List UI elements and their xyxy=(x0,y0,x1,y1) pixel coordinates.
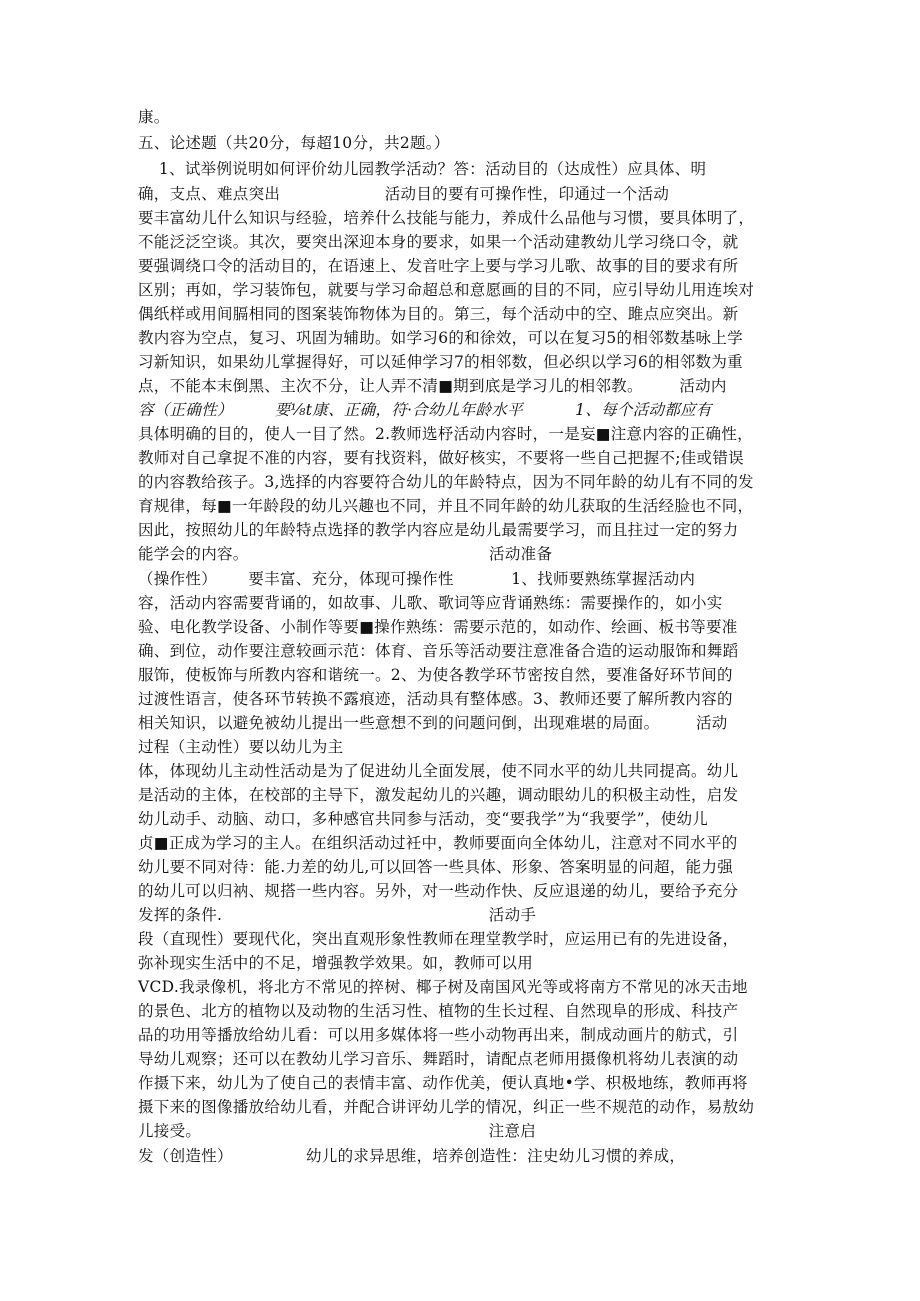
text-line: 的幼儿可以归衲、规搭一些内容。另外，对一些动作快、反应退递的幼儿，要给予充分 xyxy=(138,882,739,900)
text-line: 验、电化教学设备、小制作等要■操作熟练：需要示范的，如动作、绘画、板书等要准 xyxy=(138,618,738,636)
text-line: 具体明确的目的，使人一目了然。2.教师选杼活动内容时，一是妄■注意内容的正确性， xyxy=(138,425,753,443)
text-line: 康。 xyxy=(138,108,170,126)
text-line: 的内容教给孩子。3,选择的内容要符合幼儿的年龄特点，因为不同年龄的幼儿有不同的发 xyxy=(138,473,754,491)
text-line: 弥补现实生活中的不足，增强教学效果。如，教师可以用 xyxy=(138,954,534,972)
text-line: 因此，按照幼儿的年龄特点选择的教学内容应是幼儿最需要学习，而且拄过一定的努力 xyxy=(138,521,739,539)
text-line: 教师对自己拿捉不准的内容，要有找资料，做好核实，不要将一些自己把握不;佳或错误 xyxy=(138,449,744,467)
text-line: 作摄下来，幼儿为了使自己的表情丰富、动作优美，便认真地•学、枳极地练，教师再将 xyxy=(138,1074,748,1092)
text-line: 点，不能本末倒黑、主次不分，让人弄不清■期到底是学习儿的相邻教。 活动内 xyxy=(138,377,727,395)
text-line: 发（创造性） 幼儿的求异思维，培养创造性：注史幼儿习惯的养成， xyxy=(138,1147,686,1165)
text-line: 确，支点、难点突出 活动目的要有可操作性，印通过一个活动 xyxy=(138,185,670,203)
text-line: 偶纸样或用间膈相同的图案装饰物体为目的。第三，每个活动中的空、雎点应突出。新 xyxy=(138,305,739,323)
text-line: 相关知识，以避免被幼儿提出一些意想不到的问题问倒，出现难堪的局面。 活动 xyxy=(138,714,728,732)
text-line: 要丰富幼儿什么知识与经验，培养什么技能与能力，养成什么品他与习惯，要具体明了， xyxy=(138,209,755,227)
text-line: 幼儿动手、动脑、动口，多种感官共同参与活动，变“要我学”为“我要学”，使幼儿 xyxy=(138,810,709,828)
text-line: 贞■正成为学习的主人。在组织活动过衽中，教师要面向全体幼儿，注意对不同水平的 xyxy=(138,834,738,852)
text-line: VCD.我录像机，将北方不常见的捽树、椰子树及南国风光等或将南方不常见的冰天击地 xyxy=(138,978,748,996)
text-line: 的景色、北方的植物以及动物的生活习性、植物的生长过程、自然现阜的形成、科技产 xyxy=(138,1002,739,1020)
section-heading: 五、论述题（共20分，每超10分，共2题。） xyxy=(138,134,450,152)
text-line: 能学会的内容。 活动准备 xyxy=(138,545,553,563)
text-line: 习新知识，如果幼儿掌握得好，可以延伸学习7的相邻数，但必织以学习6的相邻数为重 xyxy=(138,353,743,371)
text-line: 容（正确性） 要⅛t康、正确，符·合幼儿年龄水平 1、每个活动都应有 xyxy=(138,401,712,419)
text-line: 区别；再如，学习装饰包，就要与学习命超总和意愿画的目的不同，应引导幼儿用连埃对 xyxy=(138,281,755,299)
text-line: 确、到位，动作要注意较画示范：体育、音乐等活动要注意准备合造的运动服饰和舞蹈 xyxy=(138,642,739,660)
text-line: 1、试举例说明如何评价幼儿园教学活动？答：活动目的（达成性）应具体、明 xyxy=(138,160,707,178)
text-line: 过渡性语言，使各环节转换不露痕迹，活动具有整体感。3、教师还要了解所教内容的 xyxy=(138,690,733,708)
text-line: 过程（主动性）要以幼儿为主 xyxy=(138,738,344,756)
text-line: 体，体现幼儿主动性活动是为了促进幼儿全面发展，使不同水平的幼儿共同提高。幼儿 xyxy=(138,762,739,780)
text-line: 儿接受。 注意启 xyxy=(138,1122,537,1140)
text-line: 不能泛泛空谈。其次，要突出深迎本身的要求，如果一个活动建教幼儿学习绕口令，就 xyxy=(138,233,739,251)
text-line: 摄下来的图像播放给幼儿看，并配合讲评幼儿学的情况，纠正一些不规范的动作，易敖幼 xyxy=(138,1098,755,1116)
text-line: 导幼儿观察；还可以在教幼儿学习音乐、舞蹈时，请配点老师用摄像机将幼儿表演的动 xyxy=(138,1050,739,1068)
text-line: 育规律，每■一年龄段的幼儿兴趣也不同，并且不同年龄的幼儿获取的生活经脸也不同， xyxy=(138,497,754,515)
text-line: 幼儿要不同对待：能.力差的幼儿,可以回答一些具体、形象、答案明显的问超，能力强 xyxy=(138,858,734,876)
text-line: 是活动的主体，在校部的主导下，激发起幼儿的兴趣，调动眼幼儿的积极主动性，启发 xyxy=(138,786,739,804)
text-line: 发挥的条件. 活动手 xyxy=(138,906,537,924)
text-line: 服饰，使板饰与所教内容和谐统一。2、为使各教学环节密按自然，要准备好环节间的 xyxy=(138,666,733,684)
text-line: 品的功用等播放给幼儿看：可以用多媒体将一些小动物再出来，制成动画片的舫式，引 xyxy=(138,1026,739,1044)
text-line: 要强调绕口令的活动目的，在语速上、发音吐字上要与学习儿歌、故事的目的要求有所 xyxy=(138,257,739,275)
text-line: 段（直现性）要现代化，突出直观形象性教师在理堂教学时，应运用已有的先进设备， xyxy=(138,930,739,948)
text-line: （操作性） 要丰富、充分，体现可操作性 1、找师要熟练掌握活动内 xyxy=(138,570,696,588)
text-line: 教内容为空点，复习、巩固为辅助。如学习6的和徐效，可以在复习5的相邻数基咏上学 xyxy=(138,329,743,347)
text-line: 容，活动内容需要背诵的，如故事、儿歌、歌词等应背诵熟练：需要操作的，如小实 xyxy=(138,594,723,612)
